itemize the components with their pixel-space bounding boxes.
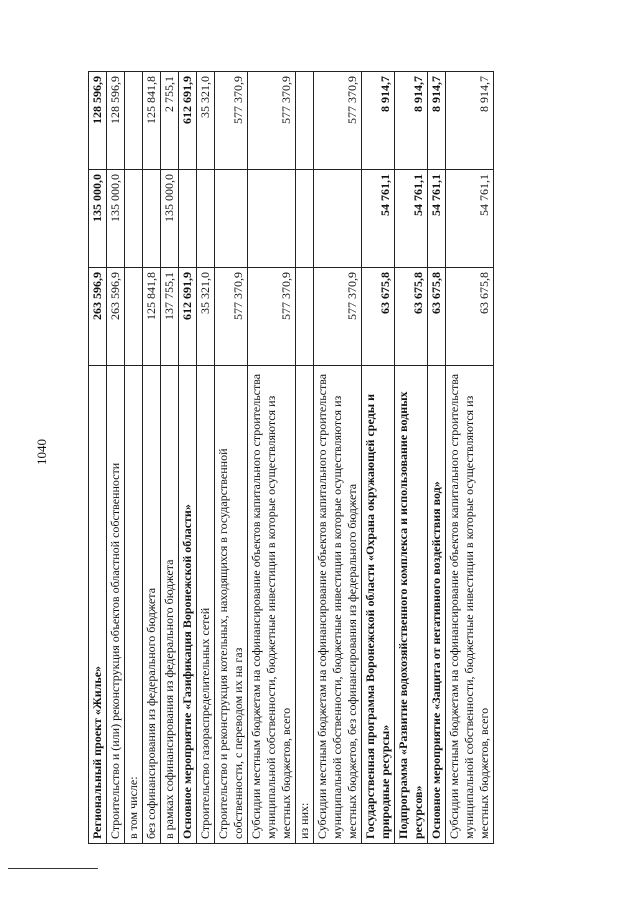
table-row bbox=[215, 72, 248, 844]
row-total-value: 63 675,8 bbox=[395, 268, 428, 366]
row-federal-value: 54 761,1 bbox=[395, 170, 428, 268]
table-row bbox=[179, 72, 197, 844]
row-regional-value: 35 321,0 bbox=[197, 72, 215, 170]
row-total-value: 63 675,8 bbox=[446, 268, 494, 366]
row-description: Государственная программа Воронежской области «Охрана окружающей среды и природные ресурсы» bbox=[362, 366, 395, 844]
table-row bbox=[314, 72, 362, 844]
row-total-value: 35 321,0 bbox=[197, 268, 215, 366]
row-federal-value: 135 000,0 bbox=[161, 170, 179, 268]
row-federal-value bbox=[314, 170, 362, 268]
row-description: Субсидии местным бюджетам на софинансирование объектов капитального строительства муниципальной собственности, бюджетные инвестиции в которые осуществляются из местных бюджетов, без софинансирования из федерального бюджета bbox=[314, 366, 362, 844]
row-federal-value: 54 761,1 bbox=[362, 170, 395, 268]
row-regional-value: 612 691,9 bbox=[179, 72, 197, 170]
table-frame bbox=[88, 72, 568, 844]
row-regional-value: 577 370,9 bbox=[215, 72, 248, 170]
row-federal-value bbox=[296, 170, 314, 268]
footnote-rule bbox=[8, 868, 98, 869]
row-total-value: 137 755,1 bbox=[161, 268, 179, 366]
row-description: Основное мероприятие «Газификация Воронежской области» bbox=[179, 366, 197, 844]
row-description: Субсидии местным бюджетам на софинансирование объектов капитального строительства муниципальной собственности, бюджетные инвестиции в которые осуществляются из местных бюджетов, всего bbox=[446, 366, 494, 844]
table-row bbox=[428, 72, 446, 844]
row-federal-value bbox=[248, 170, 296, 268]
row-total-value: 577 370,9 bbox=[215, 268, 248, 366]
row-federal-value: 135 000,0 bbox=[89, 170, 107, 268]
row-description: Субсидии местным бюджетам на софинансирование объектов капитального строительства муниципальной собственности, бюджетные инвестиции в которые осуществляются из местных бюджетов, всего bbox=[248, 366, 296, 844]
table-row bbox=[107, 72, 125, 844]
row-description: в том числе: bbox=[125, 366, 143, 844]
rotated-page-content bbox=[88, 72, 568, 844]
row-description: Основное мероприятие «Защита от негативного воздействия вод» bbox=[428, 366, 446, 844]
row-total-value: 63 675,8 bbox=[428, 268, 446, 366]
table-row bbox=[395, 72, 428, 844]
row-description: Строительство газораспределительных сетей bbox=[197, 366, 215, 844]
row-description: в рамках софинансирования из федерального бюджета bbox=[161, 366, 179, 844]
row-regional-value: 125 841,8 bbox=[143, 72, 161, 170]
row-total-value: 125 841,8 bbox=[143, 268, 161, 366]
row-regional-value: 8 914,7 bbox=[446, 72, 494, 170]
table-row bbox=[197, 72, 215, 844]
row-regional-value bbox=[125, 72, 143, 170]
row-regional-value bbox=[296, 72, 314, 170]
row-federal-value: 135 000,0 bbox=[107, 170, 125, 268]
row-federal-value bbox=[179, 170, 197, 268]
budget-table bbox=[88, 71, 494, 844]
row-total-value: 577 370,9 bbox=[248, 268, 296, 366]
table-row bbox=[446, 72, 494, 844]
row-regional-value: 8 914,7 bbox=[428, 72, 446, 170]
table-row bbox=[362, 72, 395, 844]
row-federal-value bbox=[215, 170, 248, 268]
row-regional-value: 577 370,9 bbox=[248, 72, 296, 170]
row-regional-value: 2 755,1 bbox=[161, 72, 179, 170]
table-row bbox=[248, 72, 296, 844]
row-federal-value: 54 761,1 bbox=[446, 170, 494, 268]
row-description: без софинансирования из федерального бюджета bbox=[143, 366, 161, 844]
row-description: из них: bbox=[296, 366, 314, 844]
row-description: Региональный проект «Жилье» bbox=[89, 366, 107, 844]
table-row bbox=[143, 72, 161, 844]
row-total-value: 612 691,9 bbox=[179, 268, 197, 366]
row-description: Строительство и (или) реконструкция объектов областной собственности bbox=[107, 366, 125, 844]
row-federal-value: 54 761,1 bbox=[428, 170, 446, 268]
row-total-value: 63 675,8 bbox=[362, 268, 395, 366]
row-total-value bbox=[125, 268, 143, 366]
table-row bbox=[89, 72, 107, 844]
row-regional-value: 8 914,7 bbox=[362, 72, 395, 170]
page-number: 1040 bbox=[34, 439, 49, 465]
row-description: Подпрограмма «Развитие водохозяйственного комплекса и использование водных ресурсов» bbox=[395, 366, 428, 844]
row-federal-value bbox=[197, 170, 215, 268]
row-regional-value: 128 596,9 bbox=[107, 72, 125, 170]
row-regional-value: 8 914,7 bbox=[395, 72, 428, 170]
row-regional-value: 577 370,9 bbox=[314, 72, 362, 170]
row-description: Строительство и реконструкция котельных, находящихся в государственной собственности, с переводом их на газ bbox=[215, 366, 248, 844]
row-federal-value bbox=[143, 170, 161, 268]
table-row bbox=[296, 72, 314, 844]
row-total-value: 263 596,9 bbox=[107, 268, 125, 366]
row-total-value: 577 370,9 bbox=[314, 268, 362, 366]
row-federal-value bbox=[125, 170, 143, 268]
budget-table-body bbox=[89, 72, 494, 844]
table-row bbox=[125, 72, 143, 844]
table-row bbox=[161, 72, 179, 844]
row-regional-value: 128 596,9 bbox=[89, 72, 107, 170]
row-total-value bbox=[296, 268, 314, 366]
row-total-value: 263 596,9 bbox=[89, 268, 107, 366]
